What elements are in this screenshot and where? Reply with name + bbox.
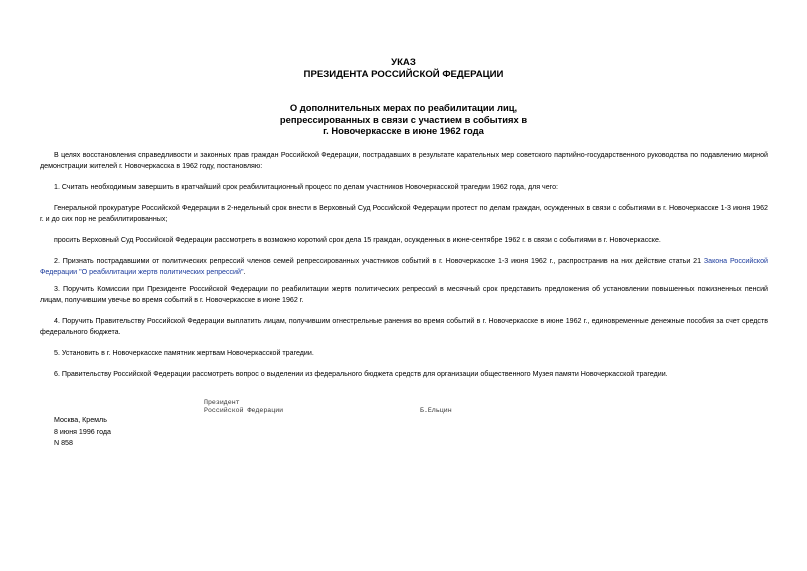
signature-name: Б.Ельцин [420,407,452,414]
signature-title-line2: Российской Федерации [204,407,284,414]
item-2-text: 2. Признать пострадавшими от политических репрессий членов семей репрессированных участников событий в г. Новочеркасске 1-3 июня 1962 г., распространив на них действие статьи 21 [54,257,704,265]
decree-subject-line3: г. Новочеркасске в июне 1962 года [323,125,484,136]
decree-title [0,57,807,81]
law-link[interactable]: Закона Российской Федерации "О реабилитации жертв политических репрессий" [40,257,768,276]
item-5-paragraph: 5. Установить в г. Новочеркасске памятник жертвам Новочеркасской трагедии. [54,349,314,357]
place-date-block [54,415,111,450]
signing-date: 8 июня 1996 года [54,427,111,436]
item-6-paragraph: 6. Правительству Российской Федерации рассмотреть вопрос о выделении из федерального бюджета средств для организации общественного Музея памяти Новочеркасской трагедии. [54,370,668,378]
decree-title-line2: ПРЕЗИДЕНТА РОССИЙСКОЙ ФЕДЕРАЦИИ [303,69,504,80]
decree-subject-line1: О дополнительных мерах по реабилитации лиц, [289,102,518,113]
item-1-paragraph: 1. Считать необходимым завершить в кратчайший срок реабилитационный процесс по делам участников Новочеркасской трагедии 1962 года, для чего: [54,183,559,191]
item-4-paragraph: 4. Поручить Правительству Российской Федерации выплатить лицам, получившим огнестрельные ранения во время событий в г. Новочеркасске в июне 1962 г., единовременные денежные пособия за счет средств федерального бюджета. [40,317,768,336]
preamble-paragraph: В целях восстановления справедливости и законных прав граждан Российской Федерации, пострадавших в результате карательных мер советского партийно-государственного руководства по подавлению мирной демонстрации жителей г. Новочеркасска в 1962 году, постановляю: [40,151,768,170]
signing-place: Москва, Кремль [54,416,107,424]
decree-subject [0,102,807,137]
signature-title-line1: Президент [204,399,240,406]
item-1-sub-2-paragraph: просить Верховный Суд Российской Федерации рассмотреть в возможно короткий срок дела 15 граждан, осужденных в июне-сентябре 1962 г. в связи с событиями в г. Новочеркасске. [54,236,661,244]
item-2-paragraph [40,256,768,277]
item-1-sub-1-paragraph: Генеральной прокуратуре Российской Федерации в 2-недельный срок внести в Верховный Суд Российской Федерации протест по делам граждан, осужденных в связи с событиями в г. Новочеркасске 1-3 июня 1962 г. и до сих пор не реабилитированных; [40,204,768,223]
decree-number: N 858 [54,439,73,447]
decree-subject-line2: репрессированных в связи с участием в событиях в [279,113,528,125]
decree-title-line1: УКАЗ [391,57,416,68]
item-2-text-end: . [243,267,246,276]
item-3-paragraph: 3. Поручить Комиссии при Президенте Российской Федерации по реабилитации жертв политических репрессий в месячный срок представить предложения об установлении повышенных пожизненных пенсий лицам, получившим увечье во время событий в г. Новочеркасске в июне 1962 г. [40,285,768,304]
